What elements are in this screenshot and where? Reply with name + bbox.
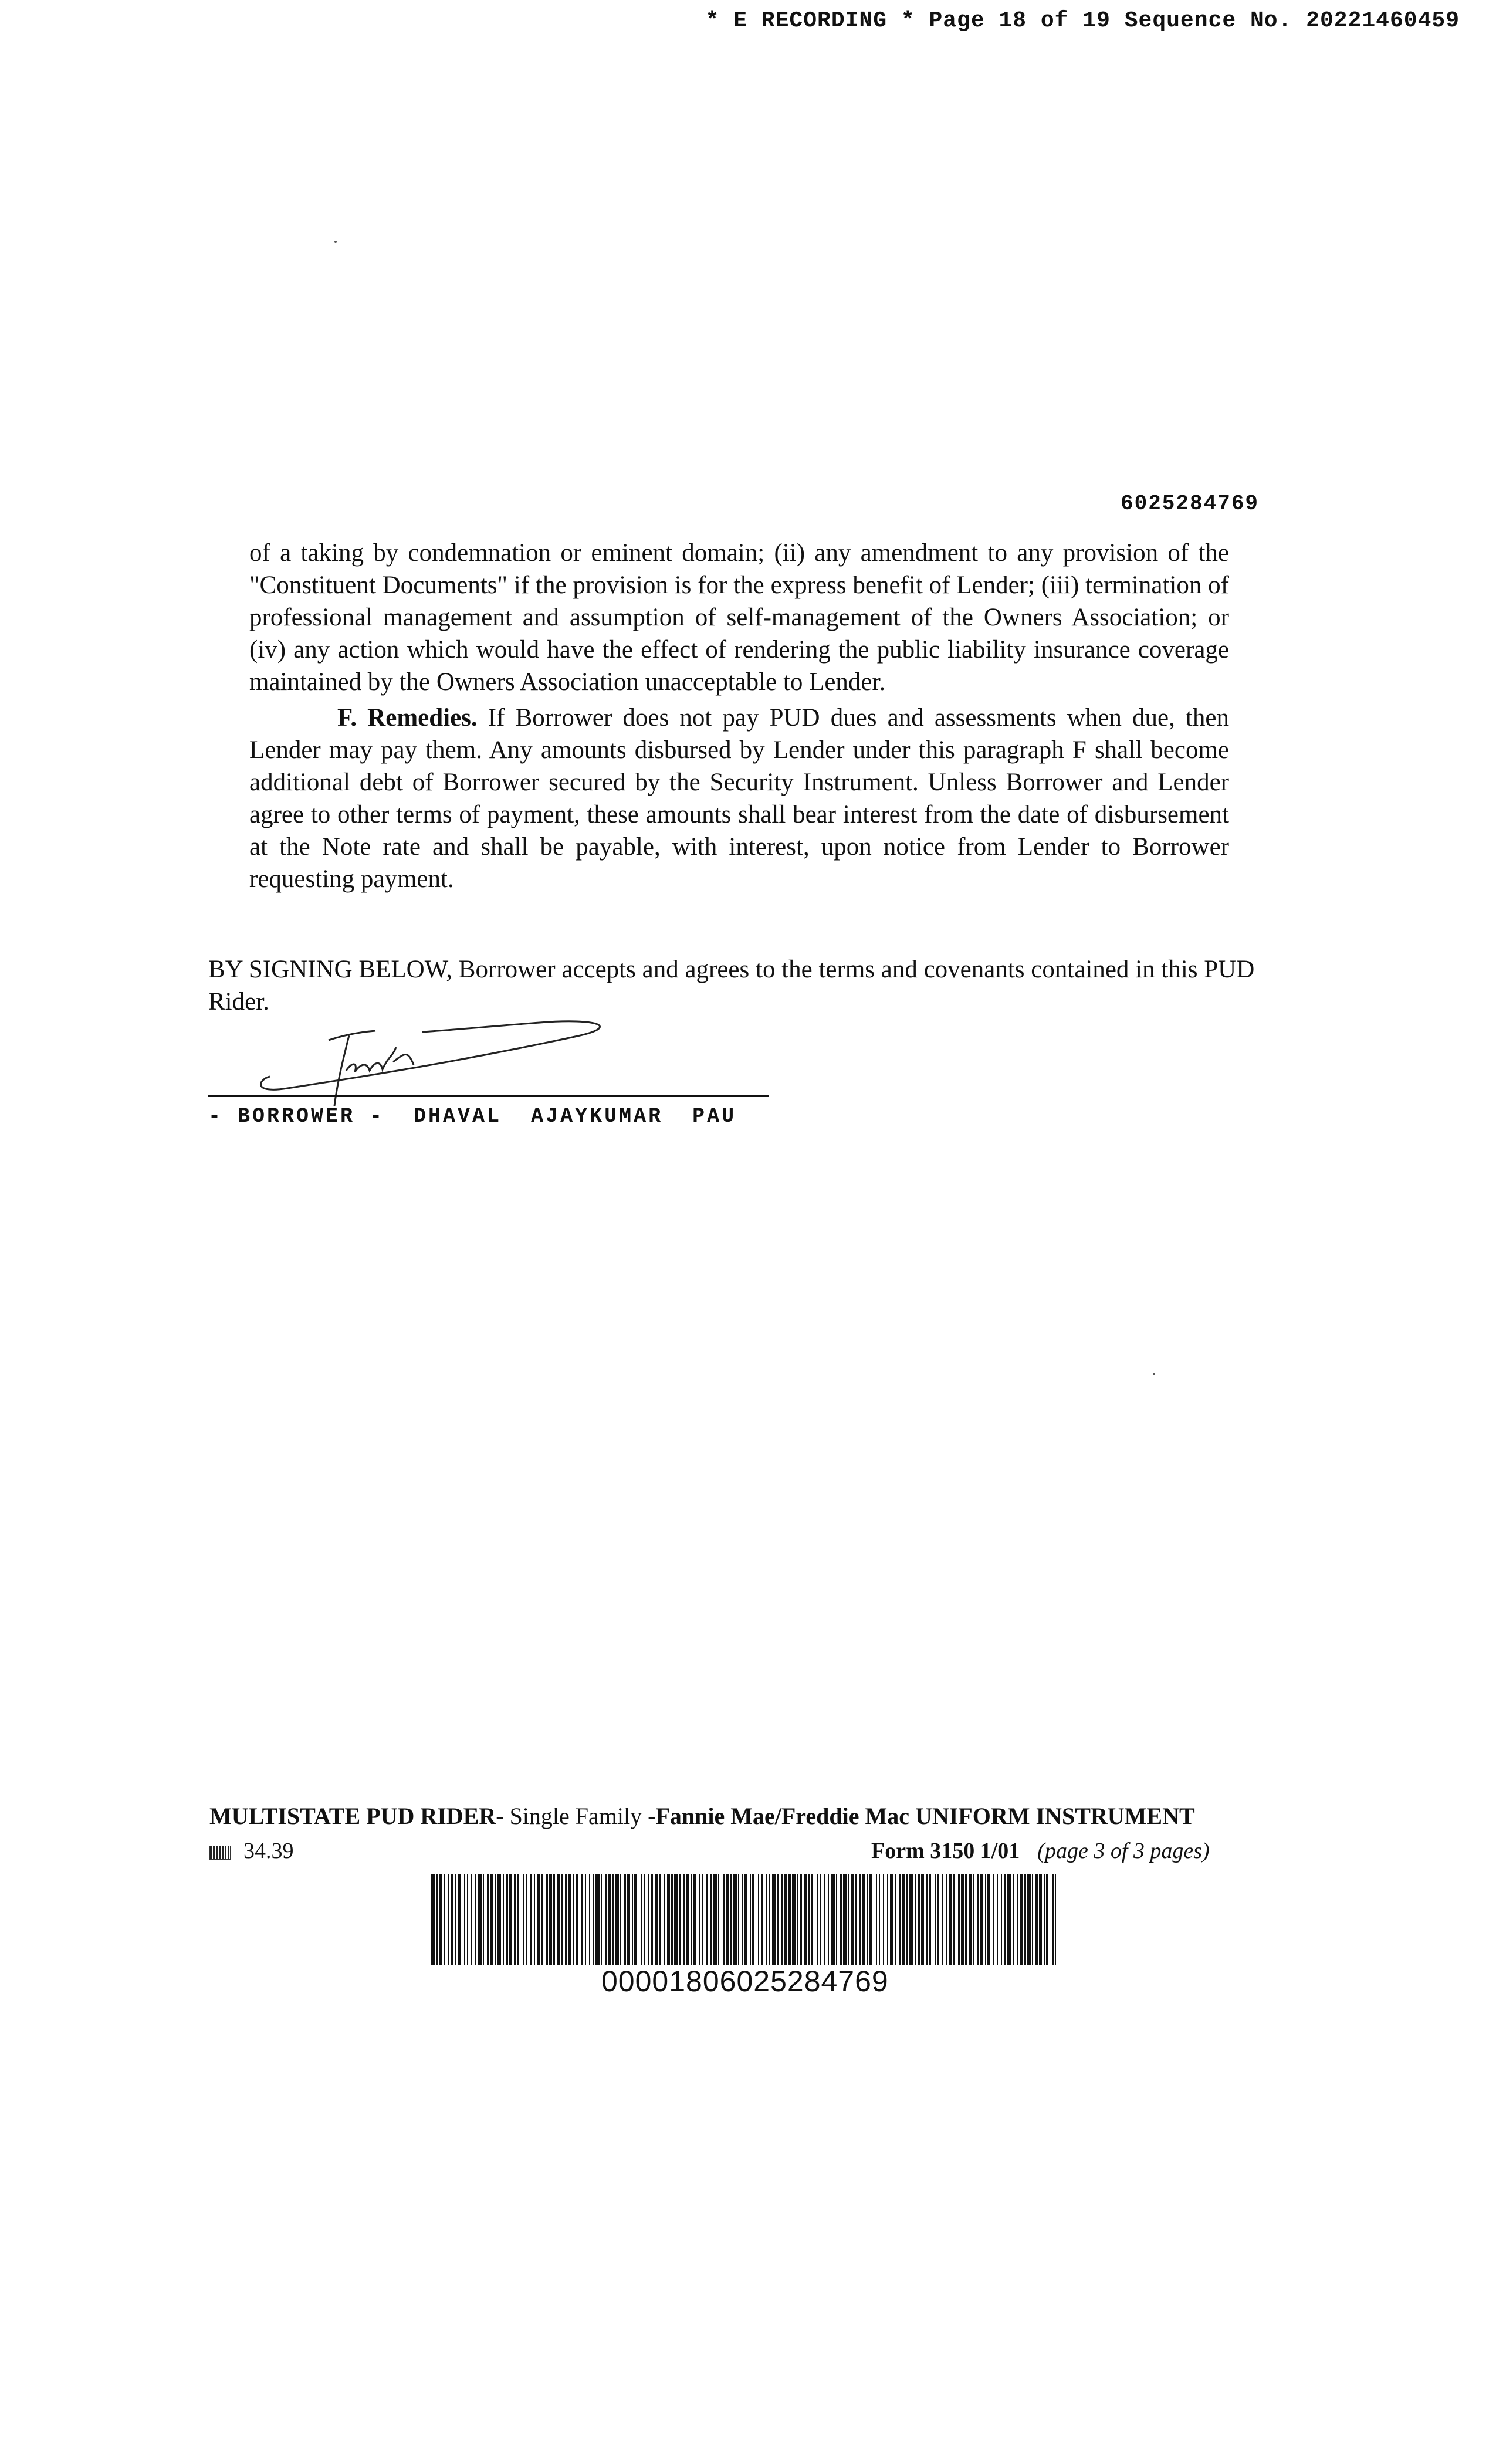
borrower-name-label: - BORROWER - DHAVAL AJAYKUMAR PAU <box>208 1105 737 1128</box>
paragraph-f-remedies <box>249 702 1229 895</box>
scan-speck <box>1153 1373 1155 1375</box>
recording-header: * E RECORDING * Page 18 of 19 Sequence No. 20221460459 <box>705 8 1460 33</box>
barcode-number: 00001806025284769 <box>601 1965 889 1998</box>
form-number-text: Form 3150 1/01 <box>871 1839 1020 1863</box>
form-title-part-2: Single Family <box>503 1803 648 1829</box>
form-code-text: 34.39 <box>243 1839 294 1863</box>
form-title-part-1: MULTISTATE PUD RIDER- <box>209 1803 504 1829</box>
barcode <box>431 1874 1056 1965</box>
form-code-icon <box>209 1846 231 1860</box>
loan-number: 6025284769 <box>1121 492 1260 516</box>
signing-statement: BY SIGNING BELOW, Borrower accepts and agrees to the terms and covenants contained in this PUD Rider. <box>208 956 1255 1016</box>
paragraph-f-text: If Borrower does not pay PUD dues and assessments when due, then Lender may pay them. Any amounts disbursed by Lender under this paragraph F shall become additional debt of Borrower secured by the Security Instrument. Unless Borrower and Lender agree to other terms of payment, these amounts shall bear interest from the date of disbursement at the Note rate and shall be payable, with interest, upon notice from Lender to Borrower requesting payment. <box>249 704 1229 893</box>
paragraph-f-heading: F. Remedies. <box>337 704 478 732</box>
form-number <box>871 1838 1210 1864</box>
scan-speck <box>334 241 337 243</box>
form-title <box>209 1802 1195 1830</box>
form-title-part-3: -Fannie Mae/Freddie Mac UNIFORM INSTRUMENT <box>648 1803 1195 1829</box>
borrower-signature <box>246 1006 622 1118</box>
form-code <box>209 1838 294 1864</box>
signature-line <box>208 1095 769 1097</box>
paragraph-continuation: of a taking by condemnation or eminent domain; (ii) any amendment to any provision of the "Constituent Documents" if the provision is for the express benefit of Lender; (iii) termination of professional management and assumption of self-management of the Owners Association; or (iv) any action which would have the effect of rendering the public liability insurance coverage maintained by the Owners Association unacceptable to Lender. <box>249 539 1229 696</box>
page-indicator: (page 3 of 3 pages) <box>1037 1839 1210 1863</box>
